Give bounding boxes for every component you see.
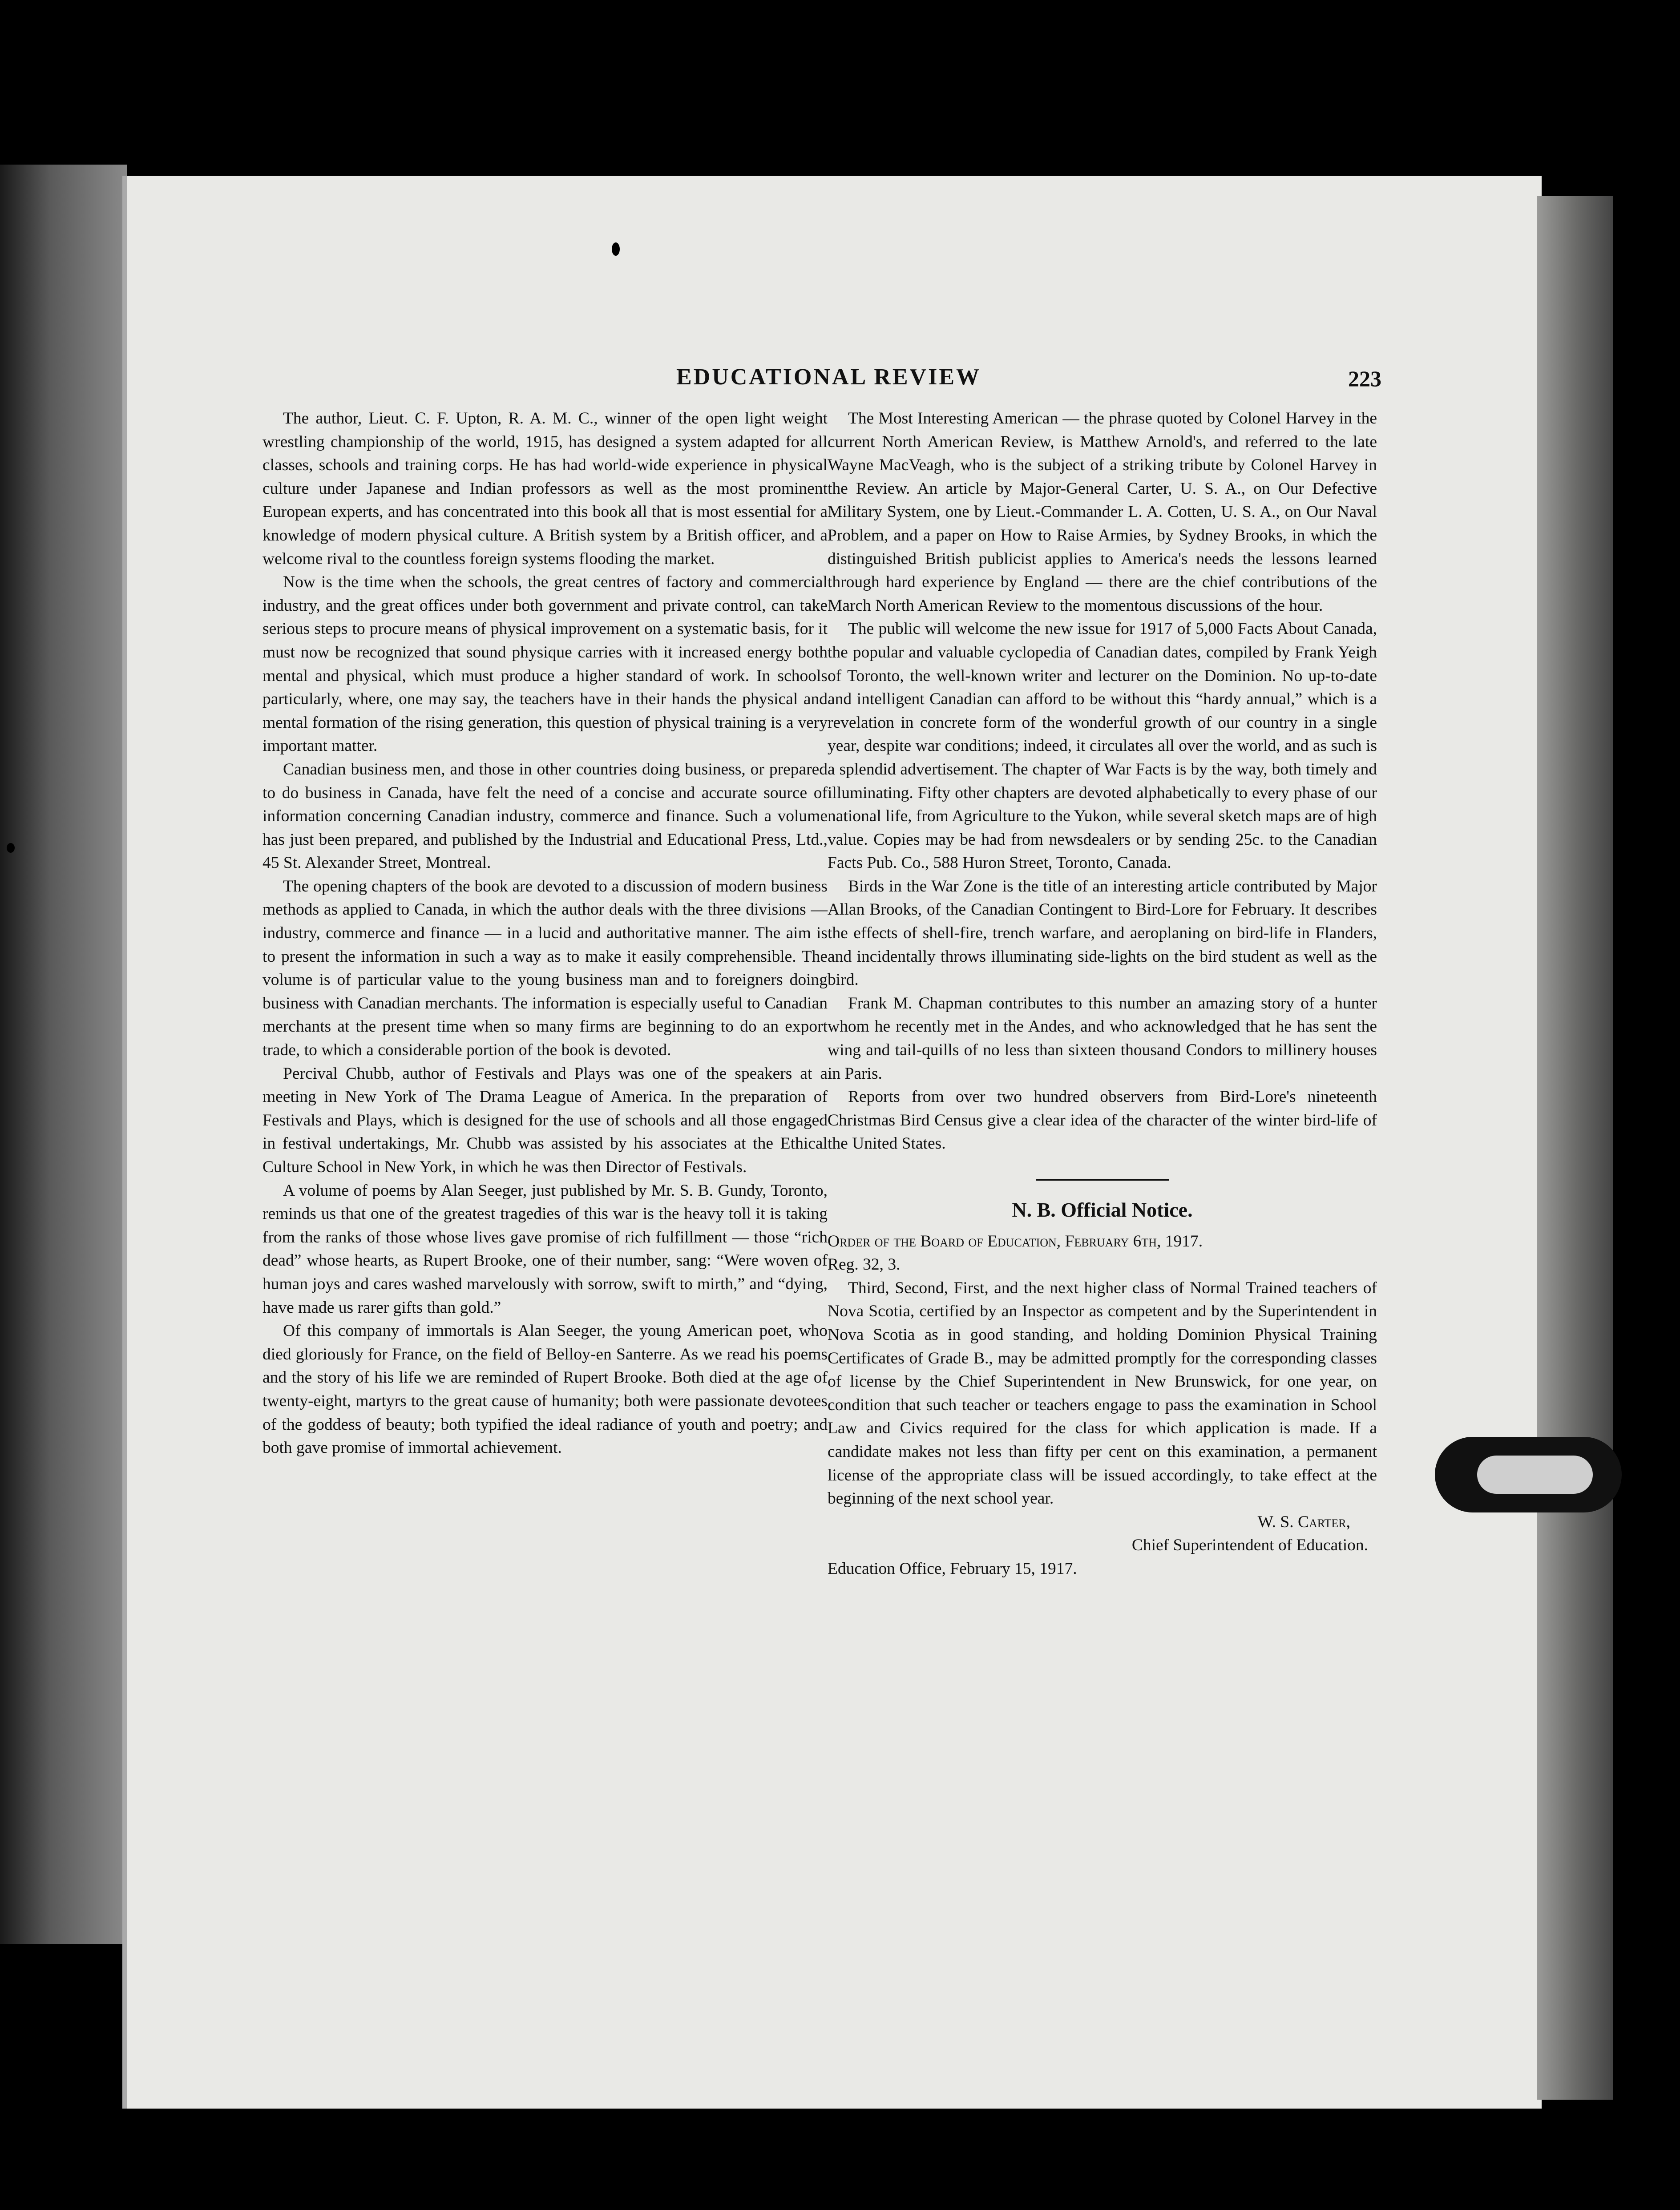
notice-signer: W. S. Carter,: [1257, 1512, 1350, 1531]
paragraph: The author, Lieut. C. F. Upton, R. A. M. C., winner of the open light weight wrestling championship of the world, 1915, has designed a system adapted for all classes, schools and training corps. He has had world-wide experience in physical culture under Japanese and Indian professors as well as the most prominent European experts, and has concentrated into this book all that is most essential for a knowledge of modern physical culture. A British system by a British officer, and a welcome rival to the countless foreign systems flooding the market.: [262, 409, 828, 568]
right-column: [828, 407, 1377, 1581]
paragraph: The public will welcome the new issue for 1917 of 5,000 Facts About Canada, the popular and valuable cyclopedia of Canadian dates, compiled by Frank Yeigh of Toronto, the well-known writer and lecturer on the Dominion. No up-to-date and intelligent Canadian can afford to be without this “hardy annual,” which is a revelation in concrete form of the wonderful growth of our country in a single year, despite war conditions; indeed, it circulates all over the world, and as such is a splendid advertisement. The chapter of War Facts is by the way, both timely and illuminating. Fifty other chapters are devoted alphabetically to every phase of our national life, from Agriculture to the Yukon, while several sketch maps are of high value. Copies may be had from newsdealers or by sending 25c. to the Canadian Facts Pub. Co., 588 Huron Street, Toronto, Canada.: [828, 620, 1377, 872]
page-number: 223: [1348, 366, 1381, 391]
notice-order: Order of the Board of Education, February 6th, 1917.: [828, 1232, 1203, 1250]
paragraph: A volume of poems by Alan Seeger, just published by Mr. S. B. Gundy, Toronto, reminds us that one of the greatest tragedies of this war is the heavy toll it is taking from the ranks of those whose lives gave promise of rich fulfillment — those “rich dead” whose hearts, as Rupert Brooke, one of their number, sang: “Were woven of human joys and cares washed marvelously with sorrow, swift to mirth,” and “dying, have made us rarer gifts than gold.”: [262, 1181, 828, 1317]
section-divider: [1036, 1179, 1169, 1181]
page-header-title: EDUCATIONAL REVIEW: [676, 364, 981, 390]
left-column: [262, 407, 828, 1460]
notice-body: Third, Second, First, and the next higher class of Normal Trained teachers of Nova Scotia, certified by an Inspector as competent and by the Superintendent in Nova Scotia as in good standing, and holding Dominion Physical Training Certificates of Grade B., may be admitted promptly for the corresponding classes of license by the Chief Superintendent in New Brunswick, for one year, on condition that such teacher or teachers engage to pass the examination in School Law and Civics required for the class for which application is made. If a candidate makes not less than fifty per cent on this examination, a permanent license of the appropriate class will be issued accordingly, to take effect at the beginning of the next school year.: [828, 1278, 1377, 1508]
notice-title: N. B. Official Notice.: [1012, 1198, 1193, 1221]
page-stack-edge: [1537, 196, 1613, 2100]
paragraph: Of this company of immortals is Alan Seeger, the young American poet, who died gloriously for France, on the field of Belloy-en Santerre. As we read his poems and the story of his life we are reminded of Rupert Brooke. Both died at the age of twenty-eight, martyrs to the great cause of humanity; both were passionate devotees of the goddess of beauty; both typified the ideal radiance of youth and poetry; and both gave promise of immortal achievement.: [262, 1322, 828, 1457]
notice-regulation: Reg. 32, 3.: [828, 1255, 901, 1274]
paragraph: Now is the time when the schools, the great centres of factory and commercial industry, and the great offices under both government and private control, can take serious steps to procure means of physical improvement on a systematic basis, for it must now be recognized that sound physique carries with it increased energy both mental and physical, which must produce a higher standard of work. In schools particularly, where, one may say, the teachers have in their hands the physical and mental formation of the rising generation, this question of physical training is a very important matter.: [262, 573, 828, 755]
paragraph: Reports from over two hundred observers from Bird-Lore's nineteenth Christmas Bird Census give a clear idea of the character of the winter bird-life of the United States.: [828, 1088, 1377, 1153]
paragraph: Canadian business men, and those in other countries doing business, or prepared to do business in Canada, have felt the need of a concise and accurate source of information concerning Canadian industry, commerce and finance. Such a volume has just been prepared, and published by the Industrial and Educational Press, Ltd., 45 St. Alexander Street, Montreal.: [262, 760, 828, 872]
paragraph: Percival Chubb, author of Festivals and Plays was one of the speakers at a meeting in New York of The Drama League of America. In the preparation of Festivals and Plays, which is designed for the use of schools and all those engaged in festival undertakings, Mr. Chubb was assisted by his associates at the Ethical Culture School in New York, in which he was then Director of Festivals.: [262, 1064, 828, 1176]
notice-signer-title: Chief Superintendent of Education.: [1131, 1536, 1368, 1555]
paragraph: The Most Interesting American — the phrase quoted by Colonel Harvey in the current North American Review, is Matthew Arnold's, and referred to the late Wayne MacVeagh, who is the subject of a striking tribute by Colonel Harvey in the Review. An article by Major-General Carter, U. S. A., on Our Defective Military System, one by Lieut.-Commander L. A. Cotten, U. S. A., on Our Naval Problem, and a paper on How to Raise Armies, by Sydney Brooks, in which the distinguished British publicist applies to America's needs the lessons learned through hard experience by England — there are the chief contributions of the March North American Review to the momentous discussions of the hour.: [828, 409, 1377, 615]
ink-speck: [7, 843, 15, 853]
facing-page-edge: [0, 165, 127, 1944]
ink-speck: [612, 242, 620, 256]
paragraph: Birds in the War Zone is the title of an interesting article contributed by Major Allan Brooks, of the Canadian Contingent to Bird-Lore for February. It describes the effects of shell-fire, trench warfare, and aeroplaning on bird-life in Flanders, and incidentally throws illuminating side-lights on the bird student as well as the bird.: [828, 877, 1377, 989]
binder-clip-highlight: [1477, 1456, 1593, 1494]
paragraph: The opening chapters of the book are devoted to a discussion of modern business methods as applied to Canada, in which the author deals with the three divisions — industry, commerce and finance — in a lucid and authoritative manner. The aim is to present the information in such a way as to make it easily comprehensible. The volume is of particular value to the young business man and to foreigners doing business with Canadian merchants. The information is especially useful to Canadian merchants at the present time when so many firms are beginning to do an export trade, to which a considerable portion of the book is devoted.: [262, 877, 828, 1060]
paragraph: Frank M. Chapman contributes to this number an amazing story of a hunter whom he recently met in the Andes, and who acknowledged that he has sent the wing and tail-quills of no less than sixteen thousand Condors to millinery houses in Paris.: [828, 994, 1377, 1083]
notice-office-date: Education Office, February 15, 1917.: [828, 1559, 1077, 1578]
